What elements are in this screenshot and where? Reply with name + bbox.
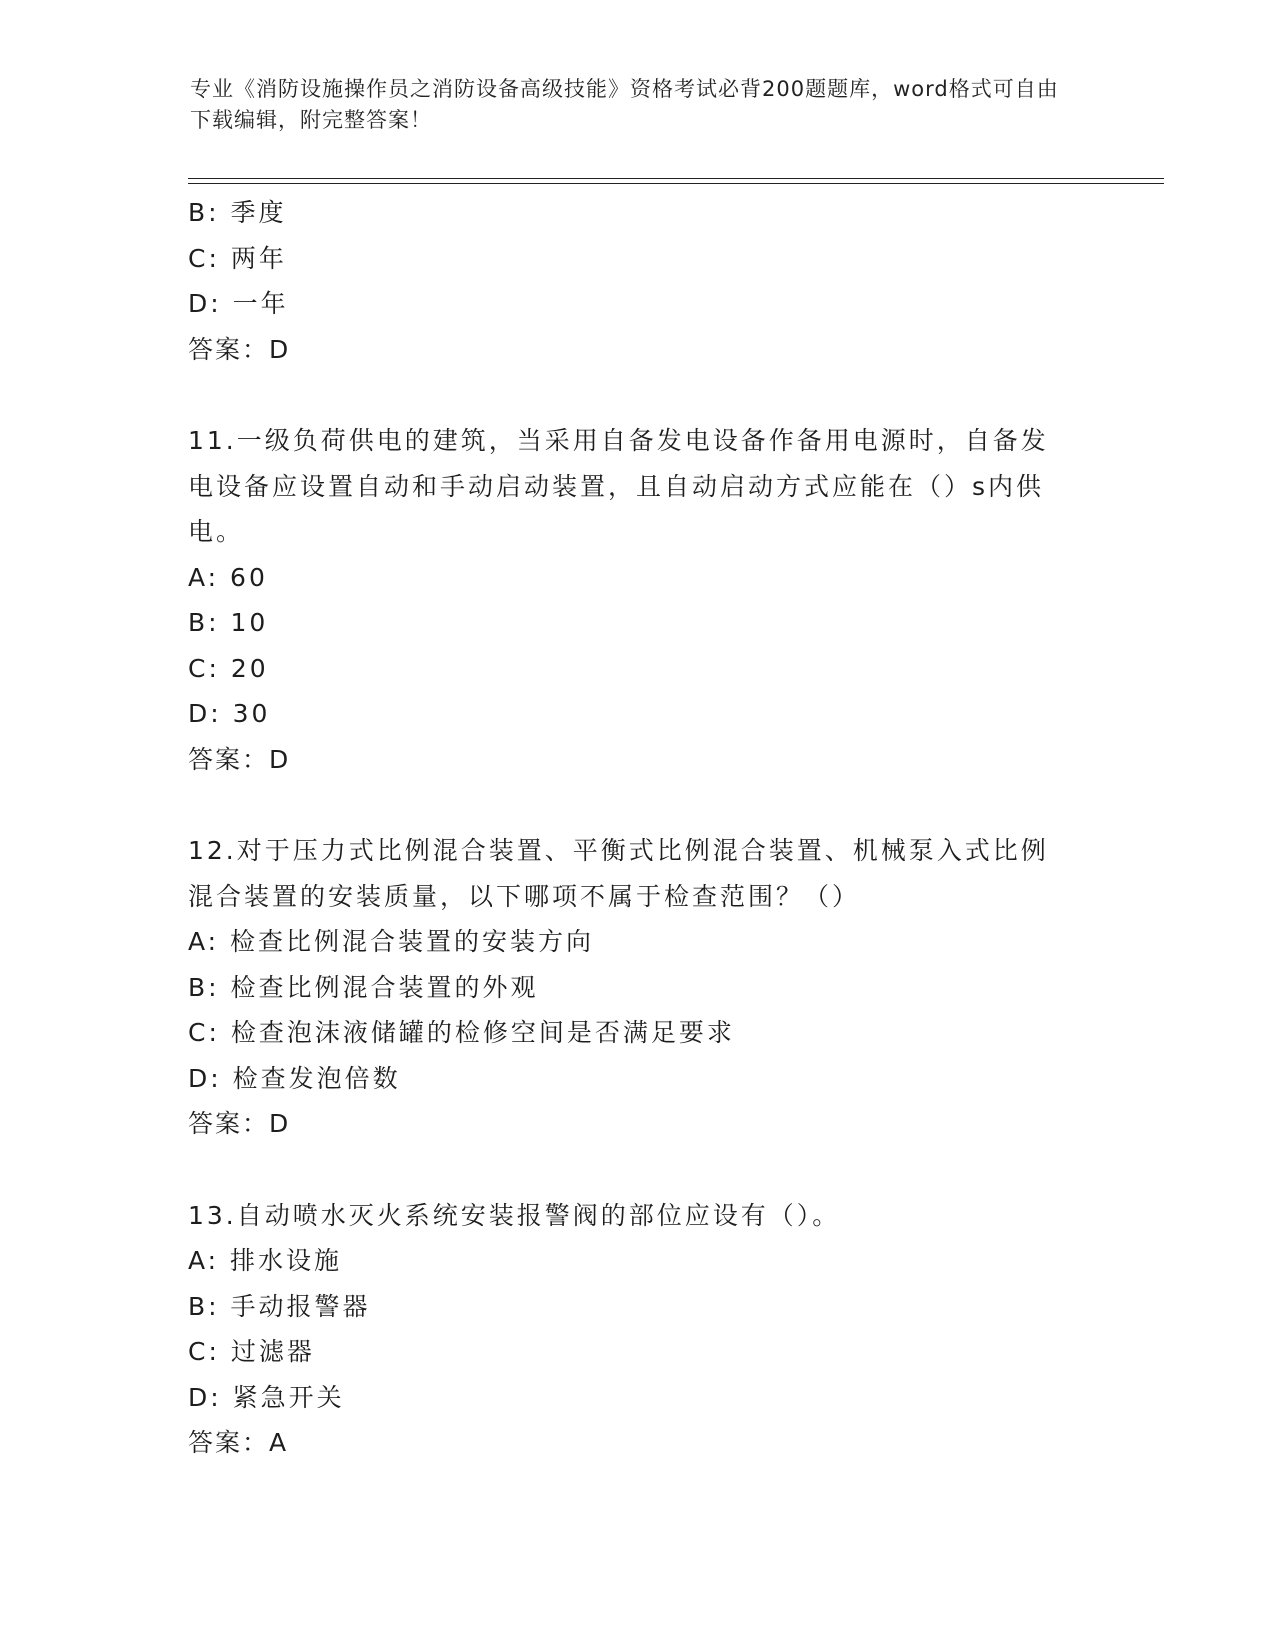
option-a: A: 排水设施 bbox=[188, 1246, 343, 1275]
answer-line: 答案：D bbox=[188, 1109, 291, 1138]
answer-line: 答案：D bbox=[188, 334, 291, 364]
option-c: C: 检查泡沫液储罐的检修空间是否满足要求 bbox=[188, 1018, 735, 1047]
option-b: B: 10 bbox=[188, 608, 269, 637]
partial-question bbox=[188, 190, 1088, 372]
question-13 bbox=[188, 1193, 1088, 1466]
question-11 bbox=[188, 418, 1088, 782]
question-text: 电设备应设置自动和手动启动装置，且自动启动方式应能在（）s内供 bbox=[188, 471, 1045, 501]
question-text: 13.自动喷水灭火系统安装报警阀的部位应设有（）。 bbox=[188, 1200, 841, 1230]
header-divider-bottom bbox=[188, 183, 1164, 184]
header-divider-top bbox=[188, 178, 1164, 179]
question-text: 12.对于压力式比例混合装置、平衡式比例混合装置、机械泵入式比例 bbox=[188, 836, 1049, 865]
question-text: 11.一级负荷供电的建筑，当采用自备发电设备作备用电源时，自备发 bbox=[188, 426, 1049, 455]
option-a: A: 60 bbox=[188, 562, 268, 592]
option-b: B: 手动报警器 bbox=[188, 1291, 371, 1321]
option-c: C: 两年 bbox=[188, 243, 287, 273]
option-b: B: 检查比例混合装置的外观 bbox=[188, 972, 539, 1002]
document-header: 专业《消防设施操作员之消防设备高级技能》资格考试必背200题题库，word格式可自由下载编辑，附完整答案！ bbox=[190, 77, 1059, 132]
option-d: D: 紧急开关 bbox=[188, 1382, 345, 1412]
question-content bbox=[188, 190, 1088, 1466]
option-d: D: 30 bbox=[188, 699, 271, 728]
option-d: D: 一年 bbox=[188, 289, 289, 318]
option-c: C: 20 bbox=[188, 653, 269, 683]
option-b: B: 季度 bbox=[188, 198, 287, 227]
option-d: D: 检查发泡倍数 bbox=[188, 1063, 401, 1093]
answer-line: 答案：A bbox=[188, 1428, 289, 1457]
option-a: A: 检查比例混合装置的安装方向 bbox=[188, 927, 595, 956]
question-text: 混合装置的安装质量，以下哪项不属于检查范围？（） bbox=[188, 881, 861, 911]
option-c: C: 过滤器 bbox=[188, 1337, 315, 1366]
question-text: 电。 bbox=[188, 517, 245, 546]
question-12 bbox=[188, 828, 1088, 1147]
answer-line: 答案：D bbox=[188, 744, 291, 774]
